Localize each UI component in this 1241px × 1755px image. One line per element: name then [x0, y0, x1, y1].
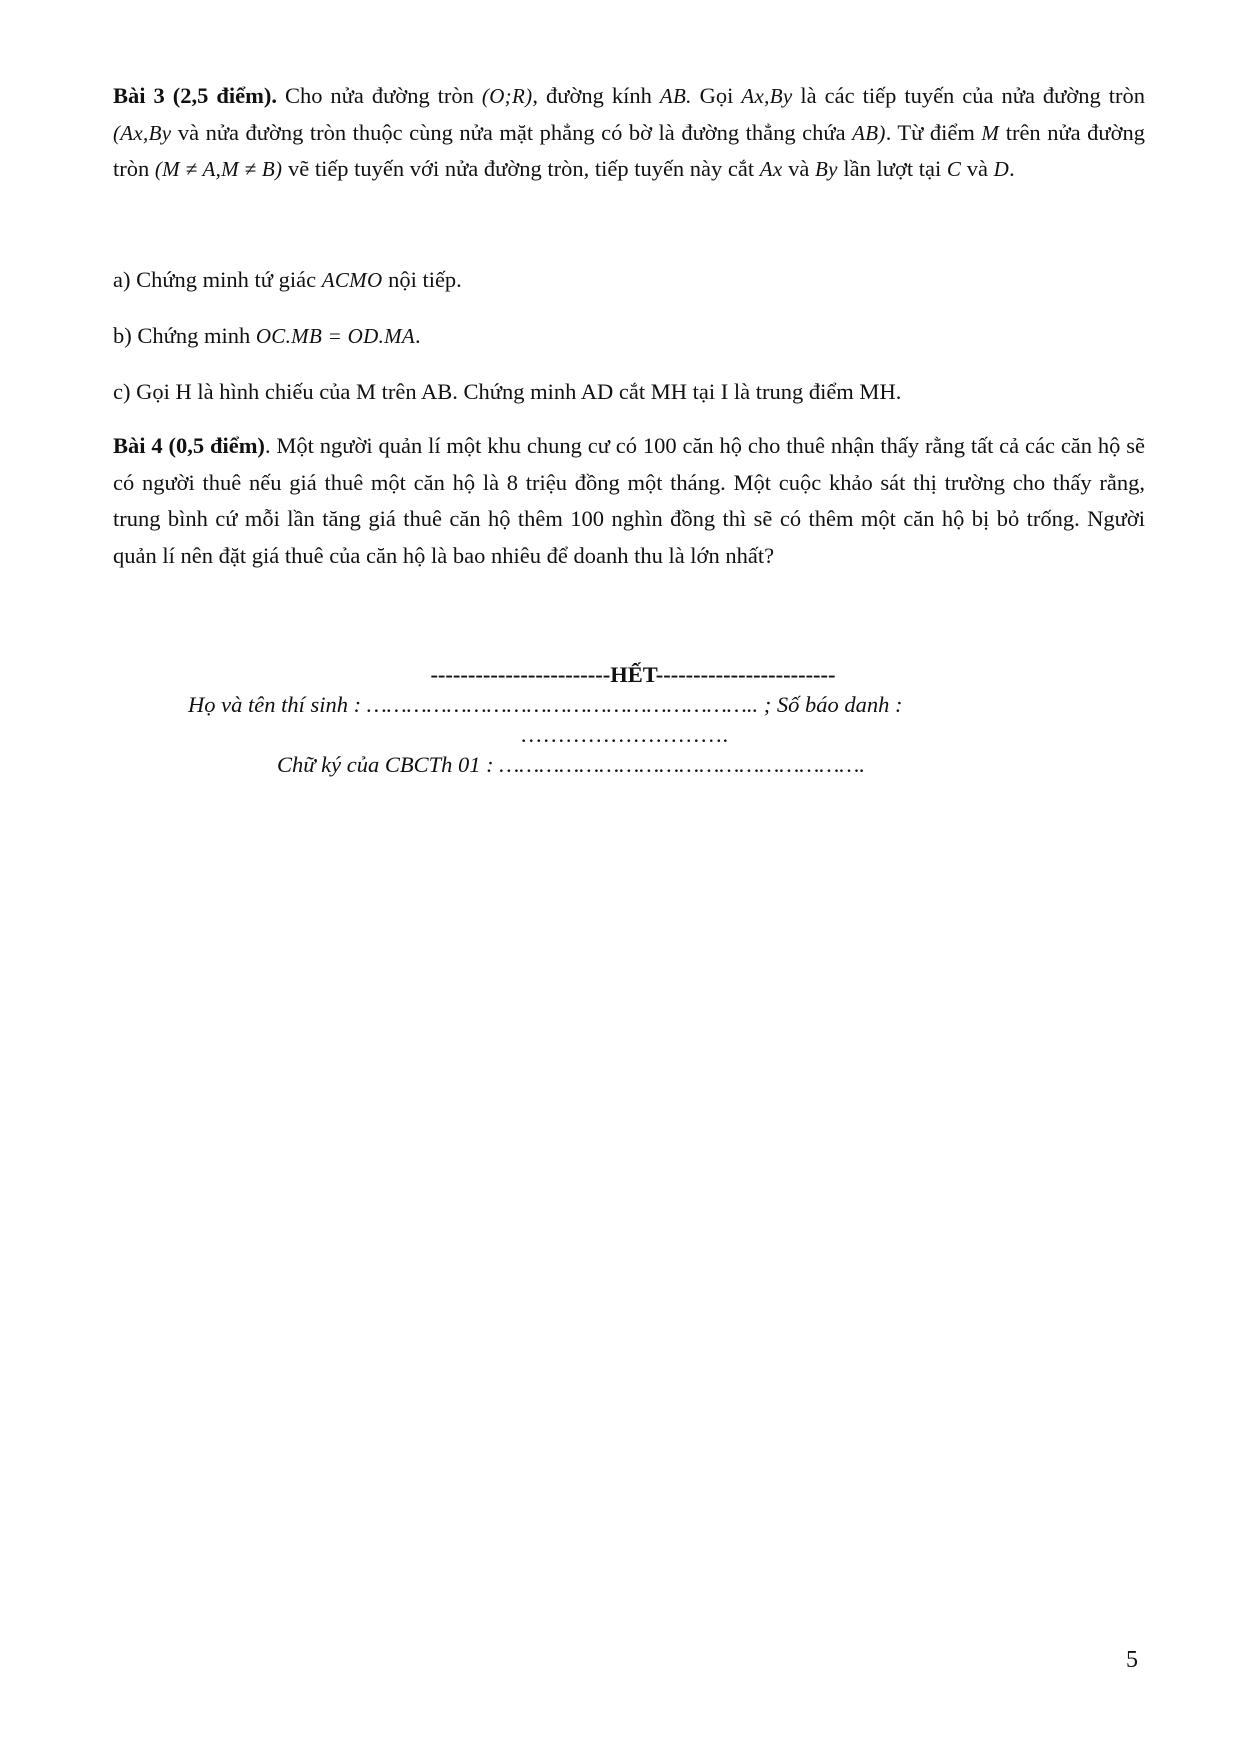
problem-3-text: Cho nửa đường tròn	[276, 83, 482, 108]
math-diameter: AB.	[659, 84, 692, 108]
math-circle: (O;R)	[481, 84, 533, 108]
math-tangents: Ax,By	[741, 84, 793, 108]
math-point-c: C	[946, 157, 962, 181]
part-b-text: .	[415, 323, 421, 348]
problem-3-part-c: c) Gọi H là hình chiếu của M trên AB. Chứng minh AD cắt MH tại I là trung điểm MH.	[113, 379, 902, 404]
problem-4	[113, 428, 1145, 574]
problem-3-text: lần lượt tại	[837, 156, 947, 181]
page-number: 5	[1126, 1647, 1138, 1673]
problem-3-text: Gọi	[691, 83, 742, 108]
problem-3-text: vẽ tiếp tuyến với nửa đường tròn, tiếp tuyến này cắt	[282, 156, 760, 181]
math-equation: OC.MB = OD.MA	[255, 324, 416, 348]
part-b-text: b) Chứng minh	[113, 323, 256, 348]
math-line-ab: AB)	[852, 120, 886, 145]
problem-4-text: . Một người quản lí một khu chung cư có 100 căn hộ cho thuê nhận thấy rằng tất cả các căn hộ sẽ có người thuê nếu giá thuê một căn hộ là 8 triệu đồng một tháng. Một cuộc khảo sát thị trường cho thấy rằng, trung bình cứ mỗi lần tăng giá thuê căn hộ thêm 100 nghìn đồng thì sẽ có thêm một căn hộ bị bỏ trống. Người quản lí nên đặt giá thuê của căn hộ là bao nhiêu để doanh thu là lớn nhất?	[113, 433, 1145, 568]
problem-3-text: và	[961, 156, 994, 181]
end-mark: ------------------------HẾT------------------------	[430, 662, 836, 687]
problem-3-part-a	[113, 262, 462, 299]
math-quadrilateral: ACMO	[321, 268, 383, 292]
problem-3-heading: Bài 3 (2,5 điểm).	[113, 83, 277, 108]
problem-4-heading: Bài 4 (0,5 điểm)	[113, 433, 265, 458]
problem-3-text: . Từ điểm	[885, 119, 982, 145]
math-point-m: M	[981, 120, 1000, 145]
math-by: By	[815, 157, 838, 181]
candidate-number-dots: ……………………….	[520, 722, 729, 747]
problem-3-text: .	[1009, 156, 1015, 181]
math-point-d: D	[993, 157, 1010, 181]
problem-3-text: , đường kính	[532, 83, 660, 108]
proctor-signature-line: Chữ ký của CBCTh 01 : ……………………………………………….	[277, 752, 865, 777]
math-ax: Ax	[759, 157, 783, 181]
math-tangents-paren: (Ax,By	[113, 120, 172, 145]
math-condition: (M ≠ A,M ≠ B)	[154, 157, 283, 181]
problem-3-part-b	[113, 318, 421, 355]
candidate-name-line: Họ và tên thí sinh : ………………………………………………….. ; Số báo danh :	[188, 692, 903, 717]
problem-3-text: là các tiếp tuyến của nửa đường tròn	[792, 83, 1145, 108]
problem-3-text: trên nửa đường tròn	[113, 119, 1145, 181]
problem-3-text: và	[782, 156, 816, 181]
problem-3-text: và nửa đường tròn thuộc cùng nửa mặt phẳng có bờ là đường thẳng chứa	[171, 119, 853, 145]
exam-footer	[0, 660, 1241, 777]
problem-3	[113, 78, 1145, 188]
part-a-text: a) Chứng minh tứ giác	[113, 267, 322, 292]
part-a-text: nội tiếp.	[382, 267, 462, 292]
